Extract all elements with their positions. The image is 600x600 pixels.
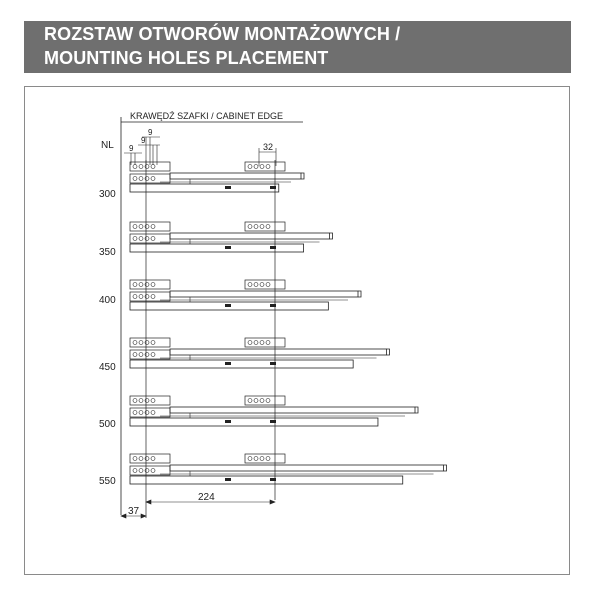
title-english: MOUNTING HOLES PLACEMENT xyxy=(44,48,329,68)
upper-rail xyxy=(170,291,358,297)
rear-hole-block xyxy=(245,280,285,289)
front-hole-block-lower xyxy=(130,408,170,417)
runner-300 xyxy=(99,162,304,200)
runner-length-label: 500 xyxy=(99,419,116,430)
cabinet-edge-label: KRAWĘDŹ SZAFKI / CABINET EDGE xyxy=(130,111,284,121)
dim-37: 37 xyxy=(128,506,140,517)
dim-32: 32 xyxy=(263,142,274,152)
upper-rail xyxy=(170,173,301,179)
rail-end-hook xyxy=(387,349,390,355)
dim-224: 224 xyxy=(198,492,215,503)
dim-9-bottom: 9 xyxy=(129,144,134,153)
front-hole-block-lower xyxy=(130,466,170,475)
rail-end-hook xyxy=(444,465,447,471)
rail-detail xyxy=(225,362,231,365)
title-polish: ROZSTAW OTWORÓW MONTAŻOWYCH / xyxy=(44,24,401,44)
rail-detail xyxy=(270,420,276,423)
rail-detail xyxy=(270,478,276,481)
runner-length-label: 350 xyxy=(99,247,116,258)
lower-rail xyxy=(130,418,378,426)
lower-rail xyxy=(130,360,353,368)
upper-rail xyxy=(170,233,330,239)
runner-550 xyxy=(99,454,447,487)
lower-rail xyxy=(130,244,304,252)
runner-length-label: 400 xyxy=(99,295,116,306)
rail-end-hook xyxy=(415,407,418,413)
rail-detail xyxy=(225,420,231,423)
nl-label: NL xyxy=(101,140,114,151)
rail-detail xyxy=(225,186,231,189)
runner-length-label: 300 xyxy=(99,189,116,200)
dim-9-middle: 9 xyxy=(141,136,146,145)
front-hole-block xyxy=(130,338,170,347)
rail-detail xyxy=(225,478,231,481)
front-hole-block xyxy=(130,454,170,463)
rear-hole-block xyxy=(245,162,285,171)
rail-detail xyxy=(270,186,276,189)
upper-rail xyxy=(170,407,415,413)
runner-drawings xyxy=(99,162,447,487)
front-hole-block xyxy=(130,222,170,231)
lower-rail xyxy=(130,184,279,192)
upper-rail xyxy=(170,349,387,355)
runner-500 xyxy=(99,396,418,430)
runner-length-label: 550 xyxy=(99,476,116,487)
lower-rail xyxy=(130,476,403,484)
front-hole-block-lower xyxy=(130,174,170,183)
rear-hole-block xyxy=(245,222,285,231)
front-hole-block xyxy=(130,396,170,405)
rail-detail xyxy=(270,246,276,249)
front-hole-block-lower xyxy=(130,350,170,359)
rear-hole-block xyxy=(245,454,285,463)
rail-detail xyxy=(270,304,276,307)
rail-detail xyxy=(225,246,231,249)
rail-end-hook xyxy=(358,291,361,297)
rail-detail xyxy=(225,304,231,307)
rail-end-hook xyxy=(330,233,333,239)
front-hole-block-lower xyxy=(130,292,170,301)
upper-rail xyxy=(170,465,444,471)
rail-end-hook xyxy=(301,173,304,179)
runner-length-label: 450 xyxy=(99,362,116,373)
runner-400 xyxy=(99,280,361,310)
front-hole-block-lower xyxy=(130,234,170,243)
rear-hole-block xyxy=(245,338,285,347)
rail-detail xyxy=(270,362,276,365)
rear-hole-block xyxy=(245,396,285,405)
runner-350 xyxy=(99,222,333,258)
dim-9-top: 9 xyxy=(148,128,153,137)
runner-450 xyxy=(99,338,390,373)
front-hole-block xyxy=(130,280,170,289)
